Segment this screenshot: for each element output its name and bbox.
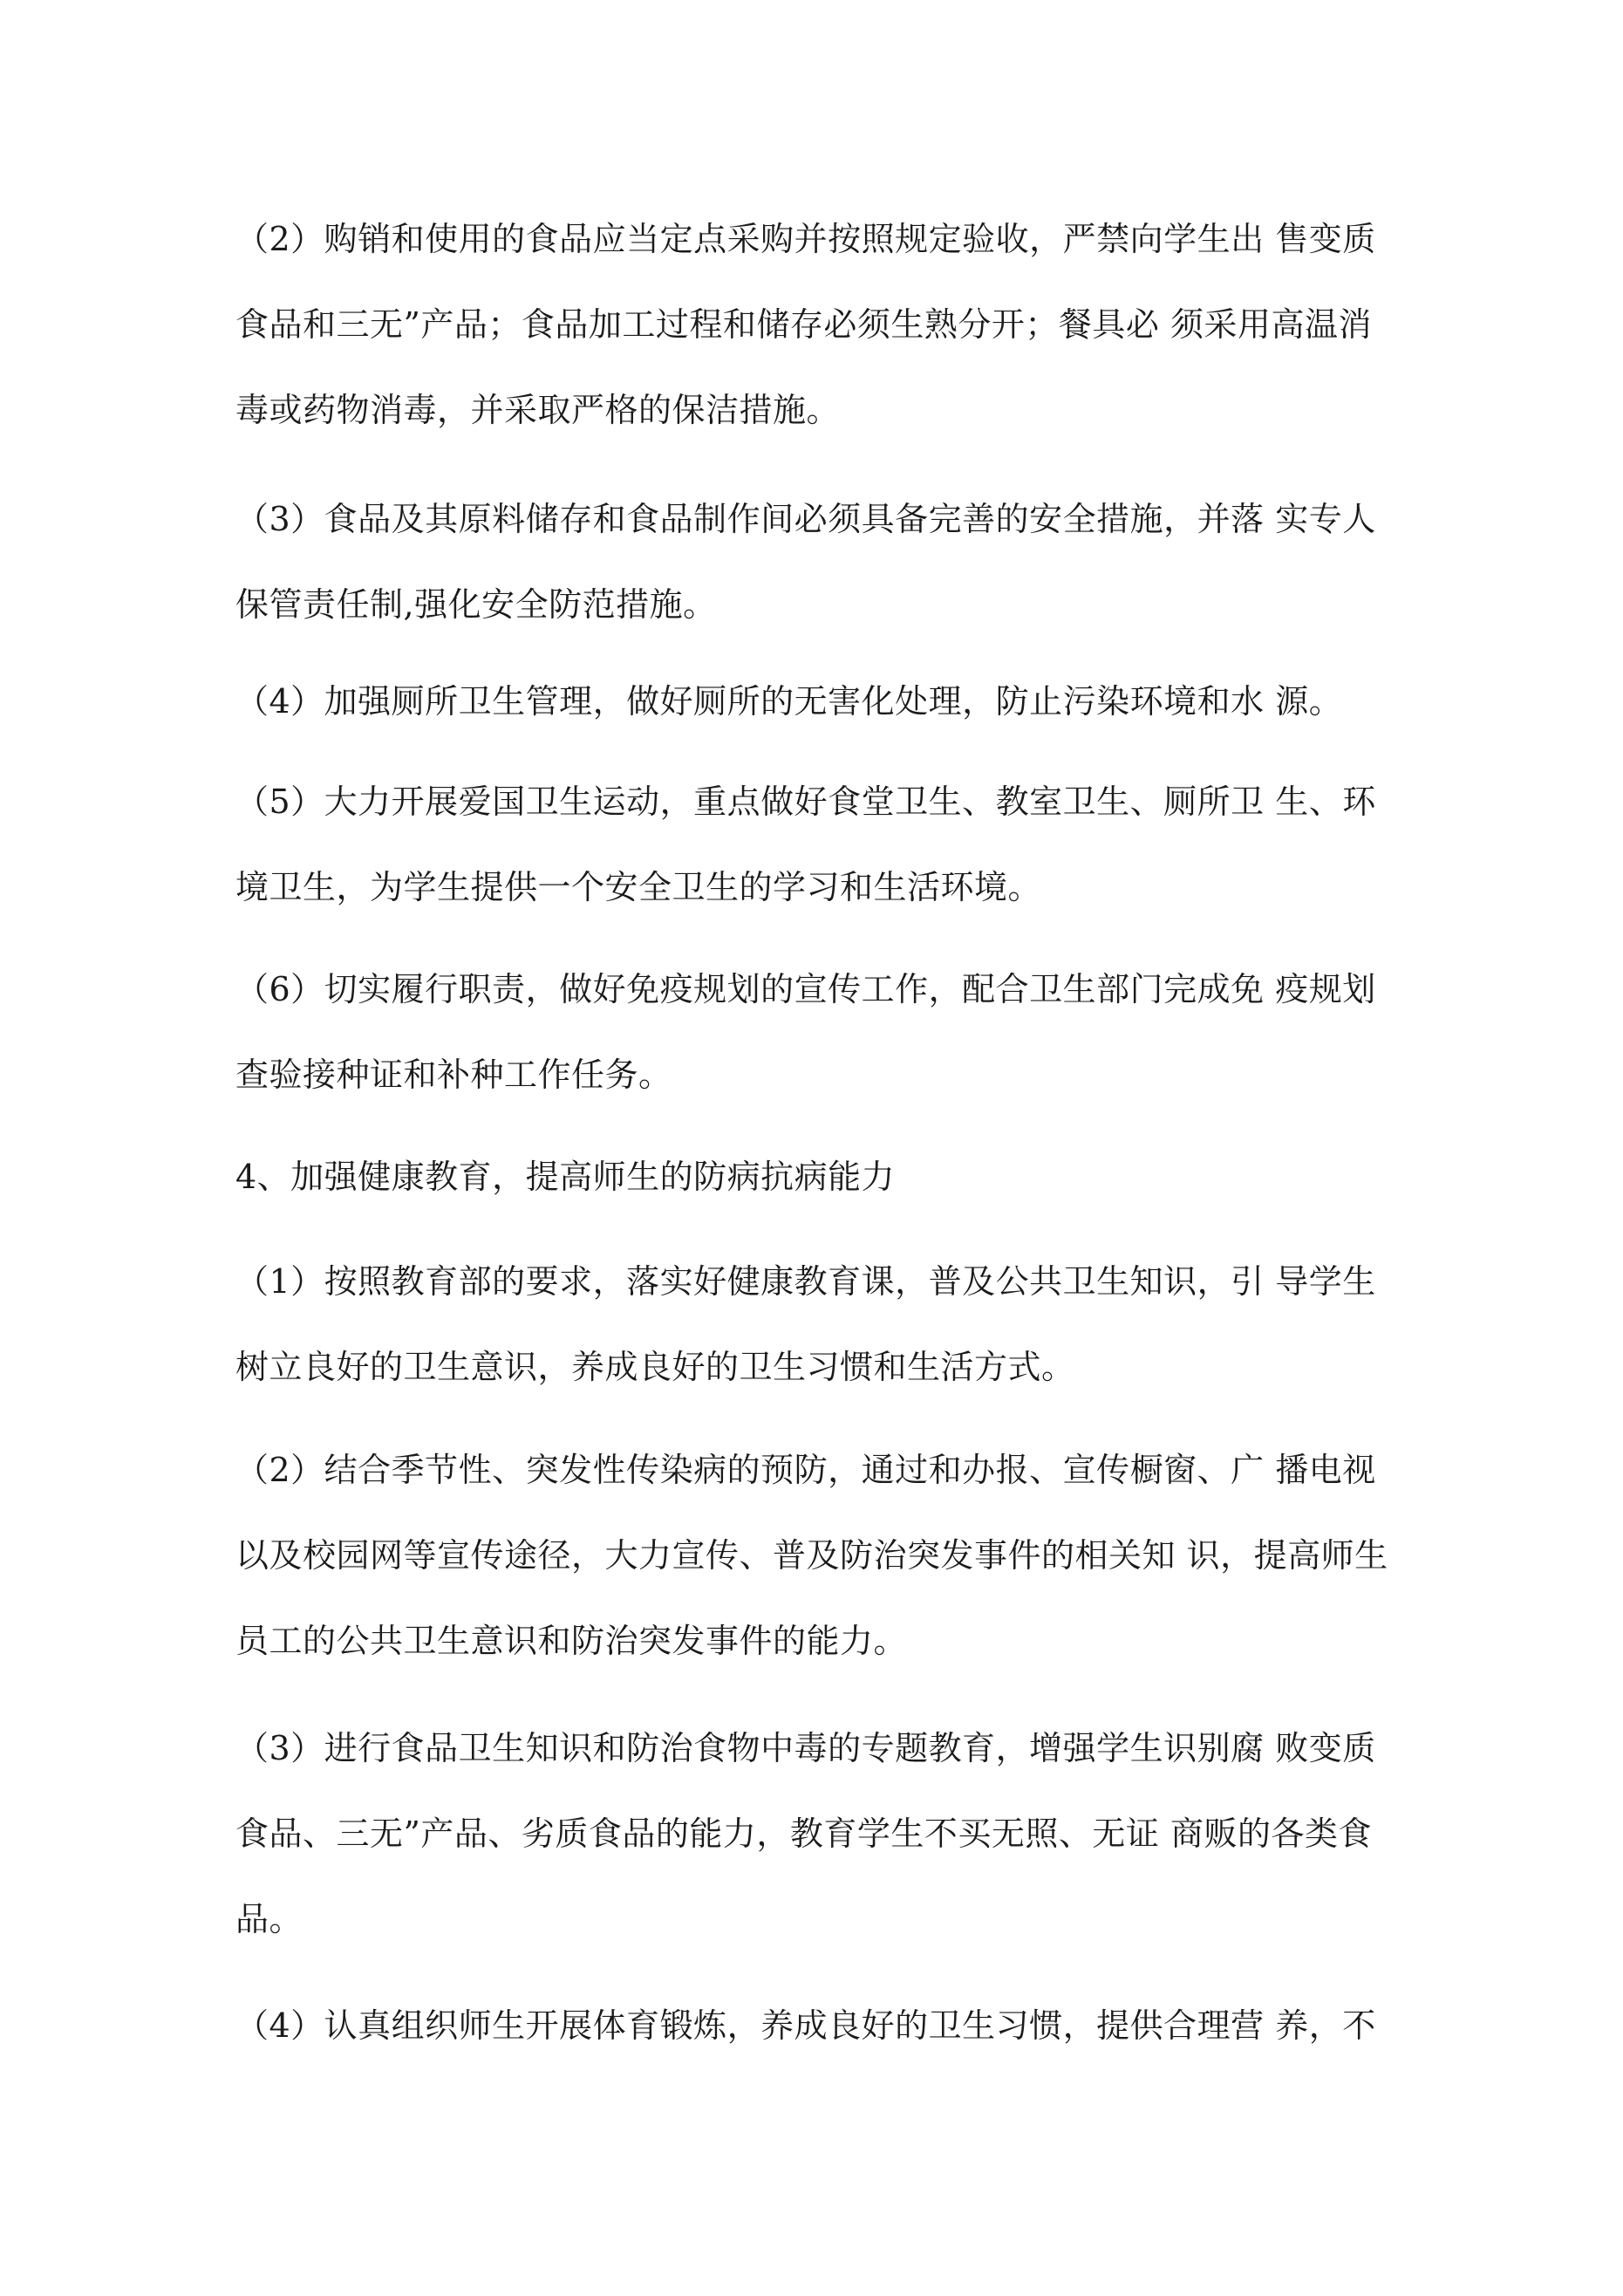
text-line: 食品和三无”产品；食品加工过程和储存必须生熟分开；餐具必 须采用高温消 <box>235 305 1373 344</box>
text-line: 树立良好的卫生意识，养成良好的卫生习惯和生活方式。 <box>235 1348 1075 1386</box>
text-line: （4）加强厕所卫生管理，做好厕所的无害化处理，防止污染环境和水 源。 <box>235 682 1343 721</box>
paragraph-1-health-course <box>235 1239 1404 1410</box>
text-line: （3）进行食品卫生知识和防治食物中毒的专题教育，增强学生识别腐 败变质 <box>235 1729 1376 1767</box>
paragraph-5-patriotic-hygiene <box>235 759 1404 930</box>
text-line: 保管责任制,强化安全防范措施。 <box>235 585 717 624</box>
text-line: （1）按照教育部的要求，落实好健康教育课，普及公共卫生知识，引 导学生 <box>235 1262 1376 1301</box>
paragraph-2-epidemic-prevention <box>235 1427 1404 1684</box>
text-line: 4、加强健康教育，提高师生的防病抗病能力 <box>235 1158 896 1196</box>
text-line: 查验接种证和补种工作任务。 <box>235 1056 672 1094</box>
text-line: 毒或药物消毒，并采取严格的保洁措施。 <box>235 391 841 429</box>
paragraph-2-food-procurement <box>235 196 1404 453</box>
paragraph-4-toilet-hygiene <box>235 659 1404 744</box>
text-line: 境卫生，为学生提供一个安全卫生的学习和生活环境。 <box>235 868 1042 906</box>
paragraph-4-physical-exercise <box>235 1983 1404 2068</box>
text-line: 食品、三无”产品、劣质食品的能力，教育学生不买无照、无证 商贩的各类食 <box>235 1814 1373 1853</box>
paragraph-3-storage-safety <box>235 476 1404 647</box>
text-line: （2）结合季节性、突发性传染病的预防，通过和办报、宣传橱窗、广 播电视 <box>235 1451 1376 1489</box>
text-line: （3）食品及其原料储存和食品制作间必须具备完善的安全措施，并落 实专人 <box>235 500 1376 538</box>
text-line: 品。 <box>235 1900 303 1938</box>
text-line: （6）切实履行职责，做好免疫规划的宣传工作，配合卫生部门完成免 疫规划 <box>235 970 1376 1008</box>
text-line: （2）购销和使用的食品应当定点采购并按照规定验收，严禁向学生出 售变质 <box>235 220 1376 258</box>
text-line: 以及校园网等宣传途径，大力宣传、普及防治突发事件的相关知 识，提高师生 <box>235 1536 1388 1575</box>
text-line: 员工的公共卫生意识和防治突发事件的能力。 <box>235 1622 908 1660</box>
text-line: （4）认真组织师生开展体育锻炼，养成良好的卫生习惯，提供合理营 养，不 <box>235 2006 1376 2045</box>
text-line: （5）大力开展爱国卫生运动，重点做好食堂卫生、教室卫生、厕所卫 生、环 <box>235 782 1376 821</box>
paragraph-3-food-poisoning-education <box>235 1705 1404 1962</box>
section-heading-health-education <box>235 1134 1404 1220</box>
paragraph-6-immunization <box>235 946 1404 1117</box>
